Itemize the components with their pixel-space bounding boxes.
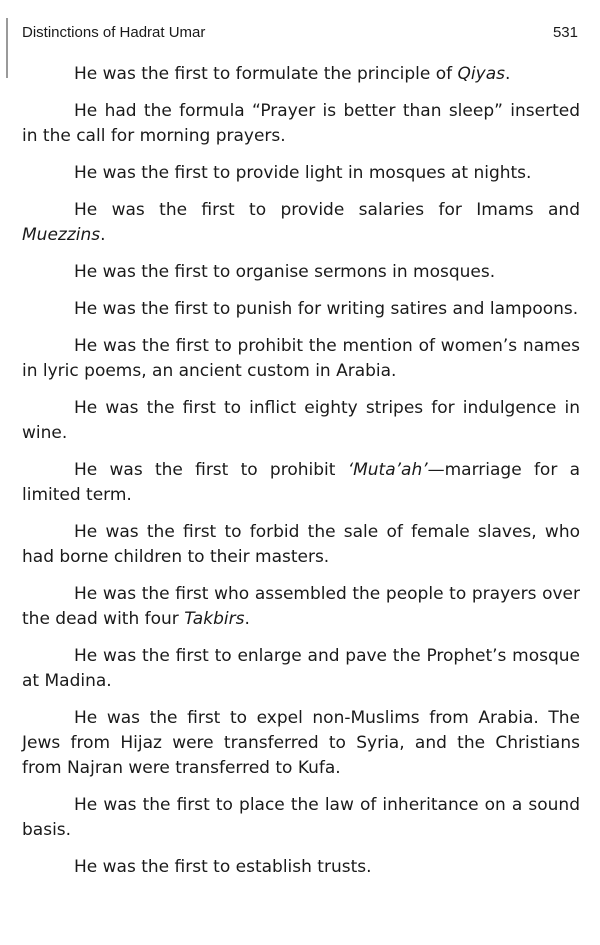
paragraph: He was the first to formulate the principle of Qiyas. [74,64,511,84]
italic-term: Muezzins [22,225,101,245]
paragraph: He was the first to inflict eighty stripes for indulgence in wine. [22,398,580,443]
paragraph: He was the first to enlarge and pave the Prophet’s mosque at Madina. [22,646,580,691]
binding-shadow-line [6,18,8,78]
italic-term: Qiyas [457,64,505,84]
chapter-title: Distinctions of Hadrat Umar [22,24,206,41]
paragraph: He had the formula “Prayer is better than sleep” inserted in the call for morning prayers. [22,101,580,146]
paragraph: He was the first to place the law of inheritance on a sound basis. [22,795,580,840]
paragraph: He was the first to forbid the sale of female slaves, who had borne children to their masters. [22,522,580,567]
paragraph: He was the first to prohibit ‘Muta’ah’—marriage for a limited term. [22,460,580,505]
paragraph: He was the first who assembled the people to prayers over the dead with four Takbirs. [22,584,580,629]
paragraph: He was the first to punish for writing satires and lampoons. [74,299,579,319]
paragraph: He was the first to establish trusts. [74,857,372,877]
paragraph: He was the first to provide salaries for Imams and Muezzins. [22,200,580,245]
paragraph: He was the first to organise sermons in mosques. [74,262,496,282]
page-number: 531 [552,24,578,41]
running-header [22,24,578,48]
paragraph: He was the first to prohibit the mention of women’s names in lyric poems, an ancient custom in Arabia. [22,336,580,381]
body-text [22,62,580,892]
paragraph: He was the first to expel non-Muslims from Arabia. The Jews from Hijaz were transferred to Syria, and the Christians from Najran were transferred to Kufa. [22,708,580,778]
italic-term: ‘Muta’ah’ [347,460,428,480]
paragraph: He was the first to provide light in mosques at nights. [74,163,532,183]
italic-term: Takbirs [184,609,245,629]
